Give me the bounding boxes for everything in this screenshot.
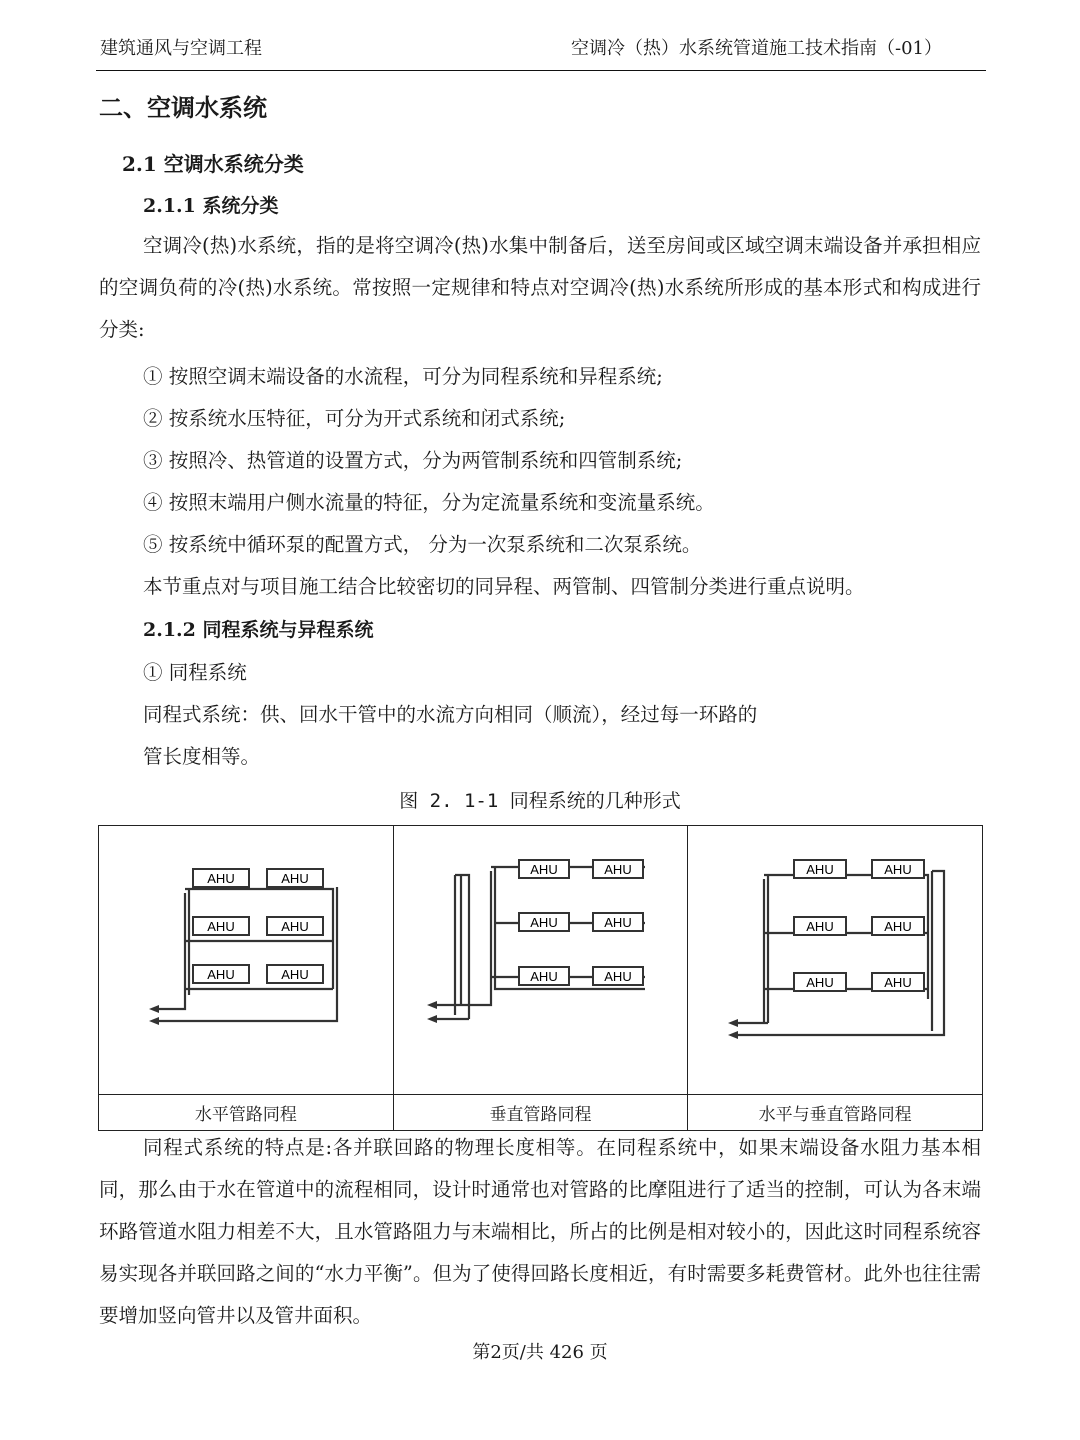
definition-line-2: 管长度相等。 xyxy=(143,745,261,768)
ahu-units-horizontal xyxy=(193,869,323,983)
figure-cell-horizontal-vertical xyxy=(688,826,983,1095)
ahu-label: AHU xyxy=(530,915,559,930)
classification-item-3: ③ 按照冷、热管道的设置方式，分为两管制系统和四管制系统; xyxy=(143,449,683,472)
ahu-label: AHU xyxy=(207,871,235,886)
ahu-label: AHU xyxy=(884,919,912,934)
label-vertical: 垂直管路同程 xyxy=(393,1095,688,1131)
label-horizontal-vertical: 水平与垂直管路同程 xyxy=(688,1095,983,1131)
subsection-title: 2.1 空调水系统分类 xyxy=(122,152,304,176)
ahu-label: AHU xyxy=(604,969,633,984)
header-right-title: 空调冷（热）水系统管道施工技术指南（-01） xyxy=(571,38,942,59)
ahu-label: AHU xyxy=(207,919,235,934)
header-left-title: 建筑通风与空调工程 xyxy=(100,38,262,59)
classification-item-5: ⑤ 按系统中循环泵的配置方式， 分为一次泵系统和二次泵系统。 xyxy=(143,533,702,556)
feature-paragraph: 同程式系统的特点是:各并联回路的物理长度相等。在同程系统中，如果末端设备水阻力基本相同，那么由于水在管道中的流程相同，设计时通常也对管路的比摩阻进行了适当的控制，可认为各末端环路管道水阻力相差不大，且水管路阻力与末端相比，所占的比例是相对较小的，因此这时同程系统容易实现各并联回路之间的“水力平衡”。但为了使得回路长度相近，有时需要多耗费管材。此外也往往需要增加竖向管井以及管井面积。 xyxy=(99,1136,981,1327)
diagram-horizontal-vertical-reverse-return xyxy=(690,827,980,1089)
heading-2-1-1: 2.1.1 系统分类 xyxy=(143,195,279,217)
definition-line-1: 同程式系统：供、回水干管中的水流方向相同（顺流），经过每一环路的 xyxy=(143,703,758,726)
classification-item-1: ① 按照空调末端设备的水流程，可分为同程系统和异程系统; xyxy=(143,365,663,388)
ahu-label: AHU xyxy=(530,862,559,877)
figure-cell-vertical xyxy=(393,826,688,1095)
ahu-label: AHU xyxy=(281,871,309,886)
intro-paragraph: 空调冷(热)水系统，指的是将空调冷(热)水集中制备后，送至房间或区域空调末端设备并承担相应的空调负荷的冷(热)水系统。常按照一定规律和特点对空调冷(热)水系统所形成的基本形式和构成进行分类: xyxy=(99,234,981,341)
ahu-label: AHU xyxy=(884,862,912,877)
ahu-label: AHU xyxy=(281,919,309,934)
ahu-label: AHU xyxy=(604,862,633,877)
diagram-vertical-reverse-return xyxy=(395,827,685,1089)
heading-2-1-2: 2.1.2 同程系统与异程系统 xyxy=(143,619,374,641)
page-footer: 第2页/共 426 页 xyxy=(472,1342,608,1363)
ahu-label: AHU xyxy=(530,969,559,984)
ahu-label: AHU xyxy=(806,862,834,877)
ahu-label: AHU xyxy=(207,967,235,982)
section-title: 二、空调水系统 xyxy=(99,93,267,122)
ahu-label: AHU xyxy=(604,915,633,930)
label-horizontal: 水平管路同程 xyxy=(99,1095,394,1131)
figure-table xyxy=(98,825,983,1131)
classification-item-2: ② 按系统水压特征，可分为开式系统和闭式系统; xyxy=(143,407,566,430)
ahu-label: AHU xyxy=(281,967,309,982)
ahu-label: AHU xyxy=(806,975,834,990)
figure-cell-horizontal xyxy=(99,826,394,1095)
classification-item-4: ④ 按照末端用户侧水流量的特征，分为定流量系统和变流量系统。 xyxy=(143,491,715,514)
figure-caption: 图 2. 1-1 同程系统的几种形式 xyxy=(399,790,681,812)
focus-note: 本节重点对与项目施工结合比较密切的同异程、两管制、四管制分类进行重点说明。 xyxy=(143,575,865,598)
ahu-label: AHU xyxy=(884,975,912,990)
ahu-label: AHU xyxy=(806,919,834,934)
header-divider xyxy=(96,70,986,71)
diagram-horizontal-reverse-return xyxy=(101,827,391,1089)
item-tongcheng: ① 同程系统 xyxy=(143,661,247,684)
